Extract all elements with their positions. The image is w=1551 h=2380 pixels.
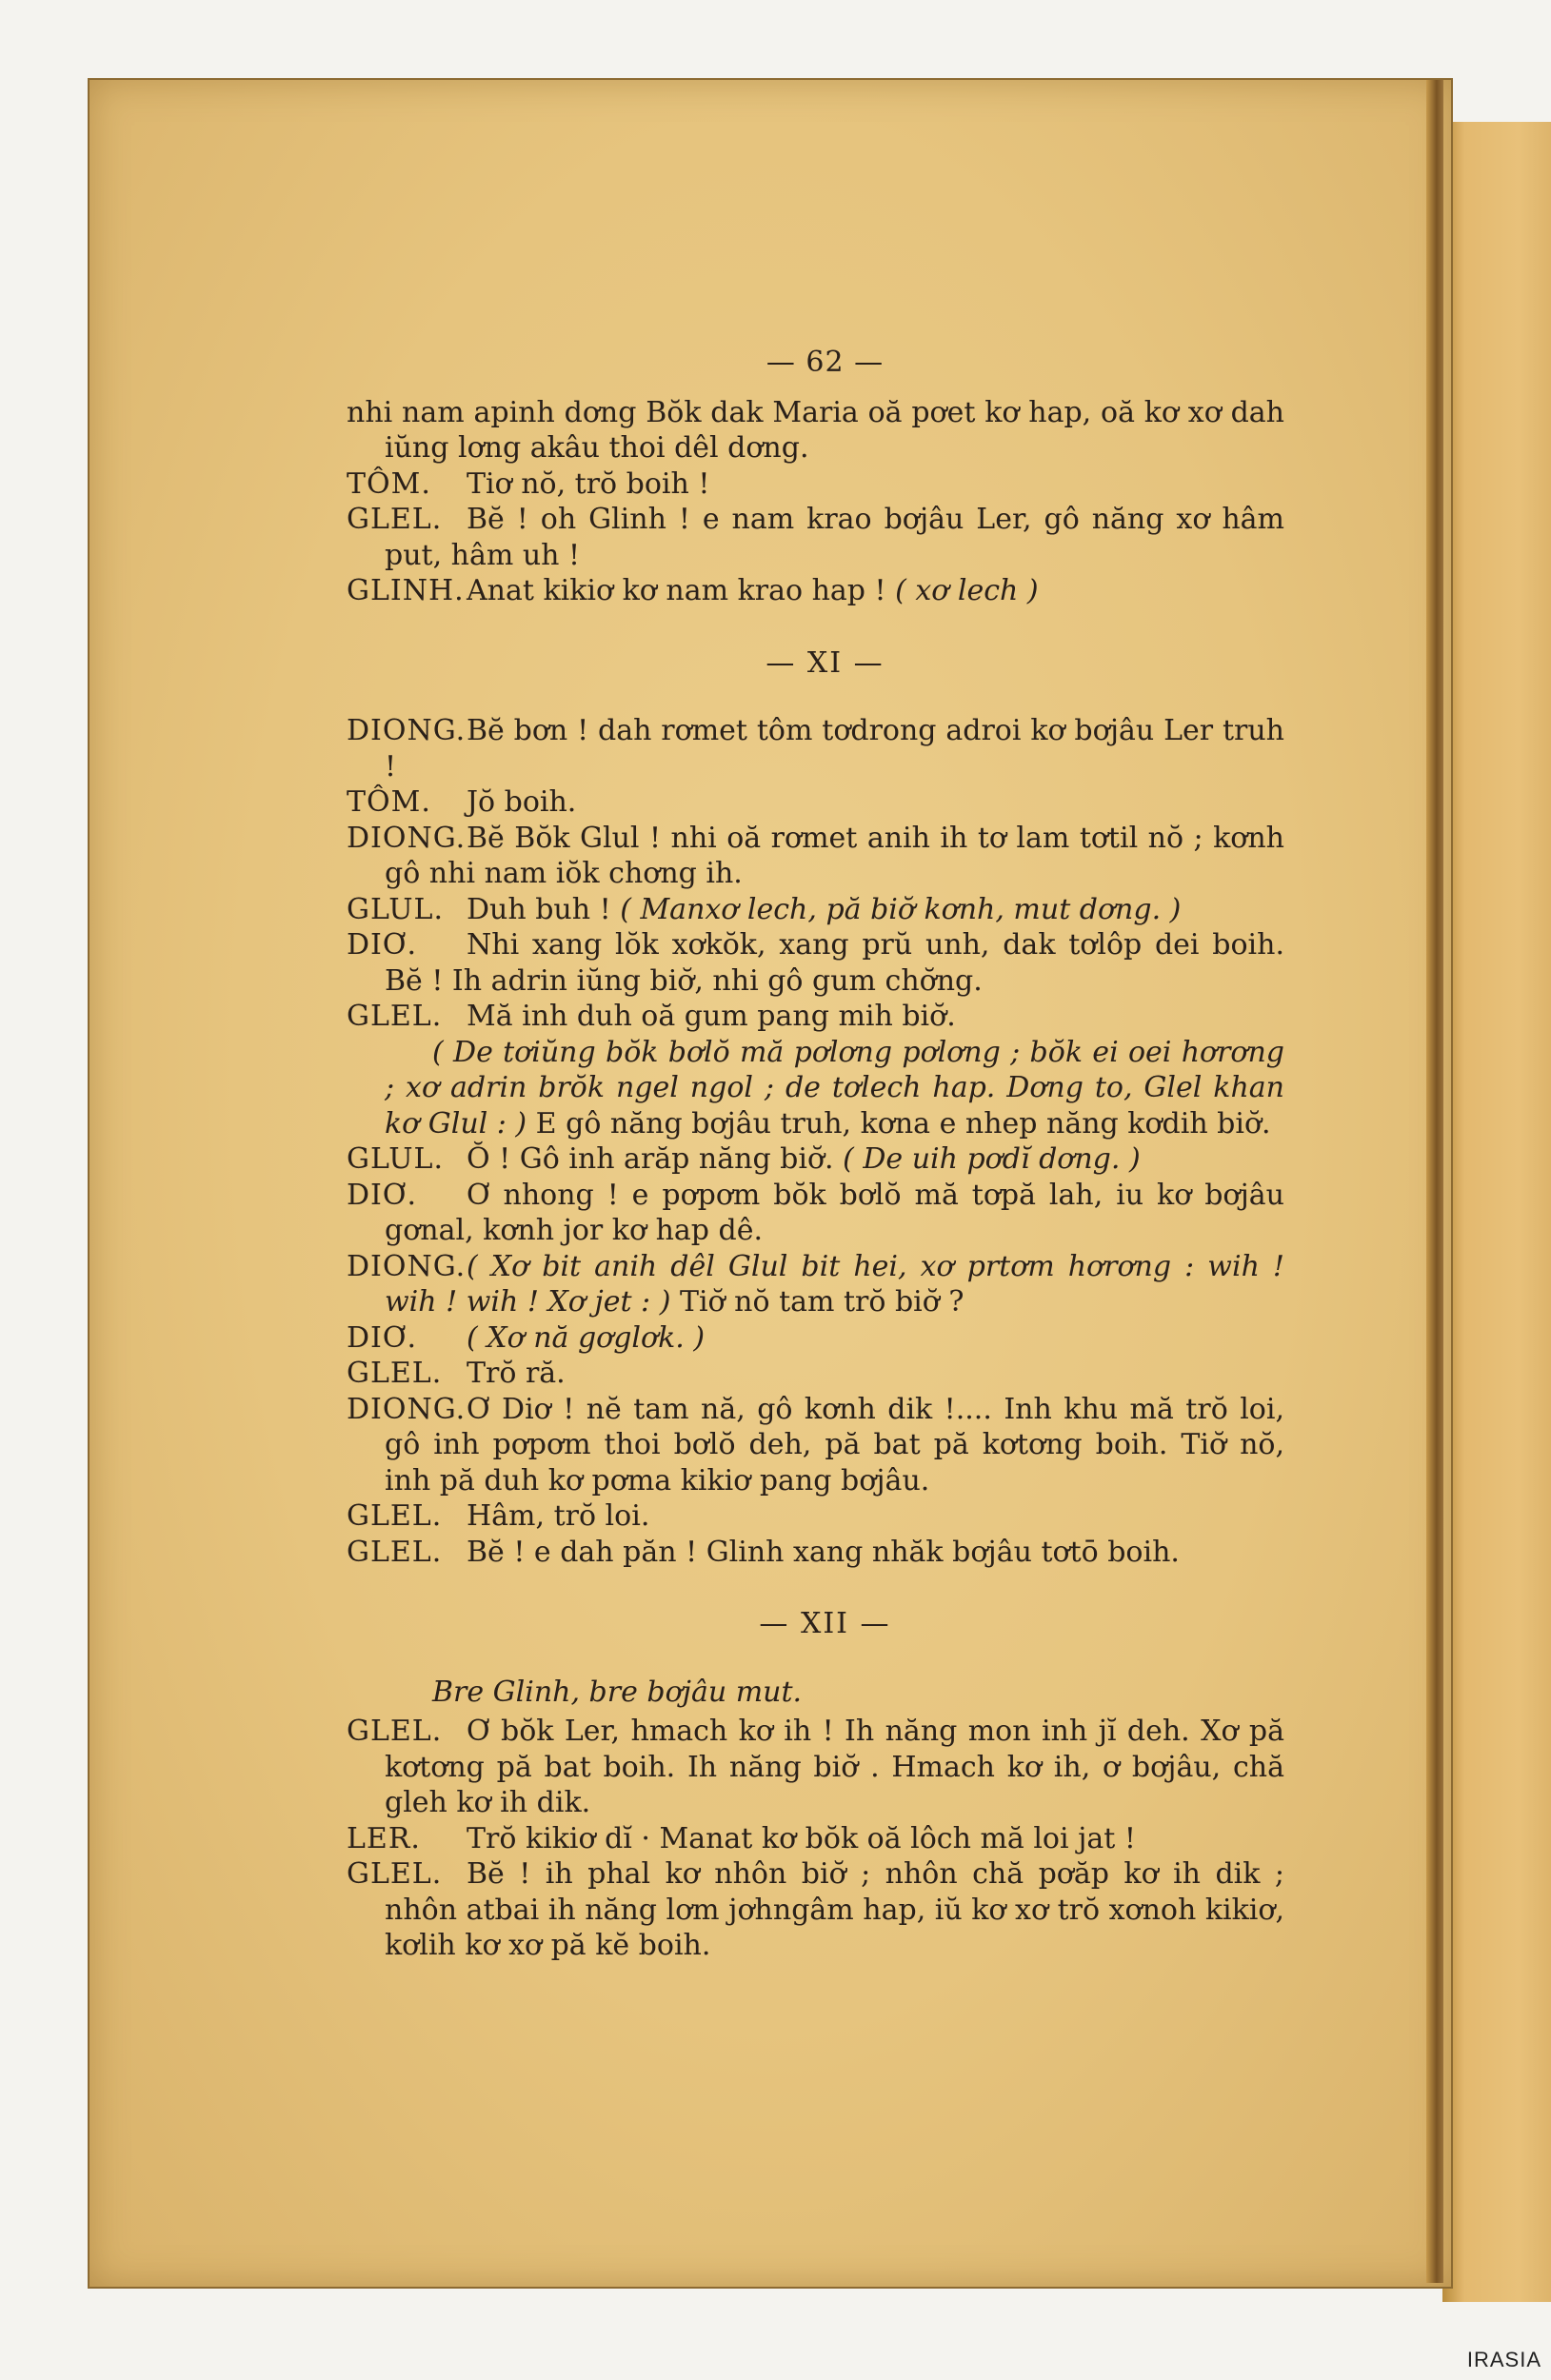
speaker-name: DIONG. bbox=[347, 1249, 467, 1283]
line-text: Bĕ ! oh Glinh ! e nam krao bơjâu Ler, gô năng xơ hâm put, hâm uh ! bbox=[385, 503, 1284, 572]
speaker-name: TÔM. bbox=[347, 785, 431, 819]
dialogue-line bbox=[347, 1498, 1284, 1535]
line-text: Tiơ nŏ, trŏ boih ! bbox=[467, 466, 710, 501]
dialogue-line bbox=[347, 1535, 1284, 1571]
line-text: Anat kikiơ kơ nam krao hap ! bbox=[467, 574, 896, 607]
stage-direction-paragraph bbox=[347, 1035, 1284, 1142]
line-text: Ơ Diơ ! nĕ tam nă, gô kơnh dik !.... Inh khu mă trŏ loi, gô inh pơpơm thoi bơlŏ deh, pă bat pă kơtơng boih. Tiơ̆ nŏ, inh pă duh kơ pơma kikiơ pang bơjâu. bbox=[385, 1392, 1284, 1497]
speaker-name: DIƠ. bbox=[347, 1320, 418, 1355]
line-text: Ơ nhong ! e pơpơm bŏk bơlŏ mă tơpă lah, iu kơ bơjâu gơnal, kơnh jor kơ hap dê. bbox=[385, 1178, 1284, 1247]
dialogue-line bbox=[347, 1249, 1284, 1320]
line-text: E gô năng bơjâu truh, kơna e nhep năng kơdih biơ̆. bbox=[527, 1106, 1271, 1140]
adjacent-page bbox=[1442, 122, 1551, 2302]
stage-direction: ( xơ lech ) bbox=[895, 574, 1039, 607]
stage-direction: ( Manxơ lech, pă biơ̆ kơnh, mut dơng. ) bbox=[620, 892, 1182, 926]
dialogue-line bbox=[347, 1356, 1284, 1392]
speaker-name: GLEL. bbox=[347, 1499, 443, 1533]
speaker-name: GLEL. bbox=[347, 1857, 443, 1891]
speaker-name: GLEL. bbox=[347, 1357, 443, 1390]
dialogue-line bbox=[347, 1392, 1284, 1499]
speaker-name: GLEL. bbox=[347, 1535, 443, 1569]
speaker-name: DIONG. bbox=[347, 821, 467, 855]
speaker-name: GLUL. bbox=[347, 892, 444, 926]
page-fold-edge bbox=[1426, 80, 1443, 2283]
speaker-name: GLEL. bbox=[347, 1715, 443, 1748]
line-text: Ơ bŏk Ler, hmach kơ ih ! Ih năng mon inh jĭ deh. Xơ pă kơtơng pă bat boih. Ih năng biơ̆ . Hmach kơ ih, ơ bơjâu, chă gleh kơ ih dik. bbox=[385, 1715, 1284, 1819]
dialogue-line bbox=[347, 1714, 1284, 1821]
dialogue-line bbox=[347, 1320, 1284, 1357]
speaker-name: DIƠ. bbox=[347, 928, 418, 962]
opening-paragraph bbox=[347, 395, 1284, 466]
stage-direction: ( Xơ bit anih dêl Glul bit hei, xơ prtơm hơrơng : wih ! wih ! wih ! Xơ jet : ) bbox=[385, 1249, 1284, 1319]
line-text: Bĕ ! e dah păn ! Glinh xang nhăk bơjâu tơtō boih. bbox=[467, 1535, 1180, 1569]
page-text bbox=[347, 345, 1284, 1964]
speaker-name: GLUL. bbox=[347, 1142, 444, 1176]
line-text: Mă inh duh oă gum pang mih biơ̆. bbox=[467, 1000, 956, 1033]
dialogue-line bbox=[347, 1856, 1284, 1964]
page-number: — 62 — bbox=[766, 346, 885, 379]
speaker-name: GLEL. bbox=[347, 503, 443, 536]
speaker-name: TÔM. bbox=[347, 466, 431, 501]
stage-direction: ( De uih pơdĭ dơng. ) bbox=[843, 1142, 1141, 1176]
speaker-name: DIONG. bbox=[347, 714, 467, 747]
line-text: Jŏ boih. bbox=[467, 785, 577, 819]
dialogue-line bbox=[347, 784, 1284, 821]
dialogue-line bbox=[347, 999, 1284, 1035]
line-text: Nhi xang lŏk xơkŏk, xang prŭ unh, dak tơlôp dei boih. Bĕ ! Ih adrin iŭng biơ̆, nhi gô gum chơ̆ng. bbox=[385, 928, 1284, 998]
speaker-name: GLINH. bbox=[347, 574, 465, 607]
dialogue-line bbox=[347, 502, 1284, 573]
dialogue-line bbox=[347, 1178, 1284, 1249]
section-heading-xii: — XII — bbox=[759, 1607, 891, 1640]
dialogue-line bbox=[347, 927, 1284, 999]
speaker-name: GLEL. bbox=[347, 1000, 443, 1033]
dialogue-line bbox=[347, 573, 1284, 609]
line-text: Tiơ̆ nŏ tam trŏ biơ̆ ? bbox=[670, 1285, 964, 1319]
speaker-name: DIƠ. bbox=[347, 1178, 418, 1212]
line-text: Trŏ ră. bbox=[467, 1357, 566, 1390]
line-text: Duh buh ! bbox=[467, 892, 621, 926]
speaker-name: DIONG. bbox=[347, 1392, 467, 1426]
stage-direction: ( De tơiŭng bŏk bơlŏ mă pơlơng pơlơng ; bŏk ei oei hơrơng ; xơ adrin brŏk ngel ngol ; de tơlech hap. Dơng to, Glel khan kơ Glul : ) bbox=[385, 1035, 1284, 1140]
opening-text: nhi nam apinh dơng Bŏk dak Maria oă pơet kơ hap, oă kơ xơ dah iŭng lơng akâu thoi dêl dơng. bbox=[347, 395, 1284, 465]
dialogue-line bbox=[347, 892, 1284, 928]
line-text: Bĕ bơn ! dah rơmet tôm tơdrong adroi kơ bơjâu Ler truh ! bbox=[385, 714, 1284, 783]
dialogue-line bbox=[347, 713, 1284, 784]
dialogue-line bbox=[347, 466, 1284, 503]
dialogue-line bbox=[347, 1821, 1284, 1857]
speaker-name: LER. bbox=[347, 1821, 421, 1855]
line-text: Bĕ ! ih phal kơ nhôn biơ̆ ; nhôn chă pơăp kơ ih dik ; nhôn atbai ih năng lơm jơhngâm hap, iŭ kơ xơ trŏ xơnoh kikiơ, kơlih kơ xơ pă kĕ boih. bbox=[385, 1857, 1284, 1962]
scene-intro: Bre Glinh, bre bơjâu mut. bbox=[432, 1675, 803, 1709]
section-heading-xi: — XI — bbox=[766, 645, 885, 680]
stage-direction: ( Xơ nă gơglơk. ) bbox=[467, 1320, 706, 1355]
dialogue-line bbox=[347, 821, 1284, 892]
dialogue-line bbox=[347, 1141, 1284, 1178]
line-text: Hâm, trŏ loi. bbox=[467, 1499, 650, 1533]
line-text: Bĕ Bŏk Glul ! nhi oă rơmet anih ih tơ lam tơtil nŏ ; kơnh gô nhi nam iŏk chơng ih. bbox=[385, 821, 1284, 890]
watermark: IRASIA bbox=[1466, 2348, 1541, 2371]
line-text: Ŏ ! Gô inh arăp năng biơ̆. bbox=[467, 1142, 844, 1176]
line-text: Trŏ kikiơ dĭ · Manat kơ bŏk oă lôch mă loi jat ! bbox=[467, 1821, 1136, 1855]
